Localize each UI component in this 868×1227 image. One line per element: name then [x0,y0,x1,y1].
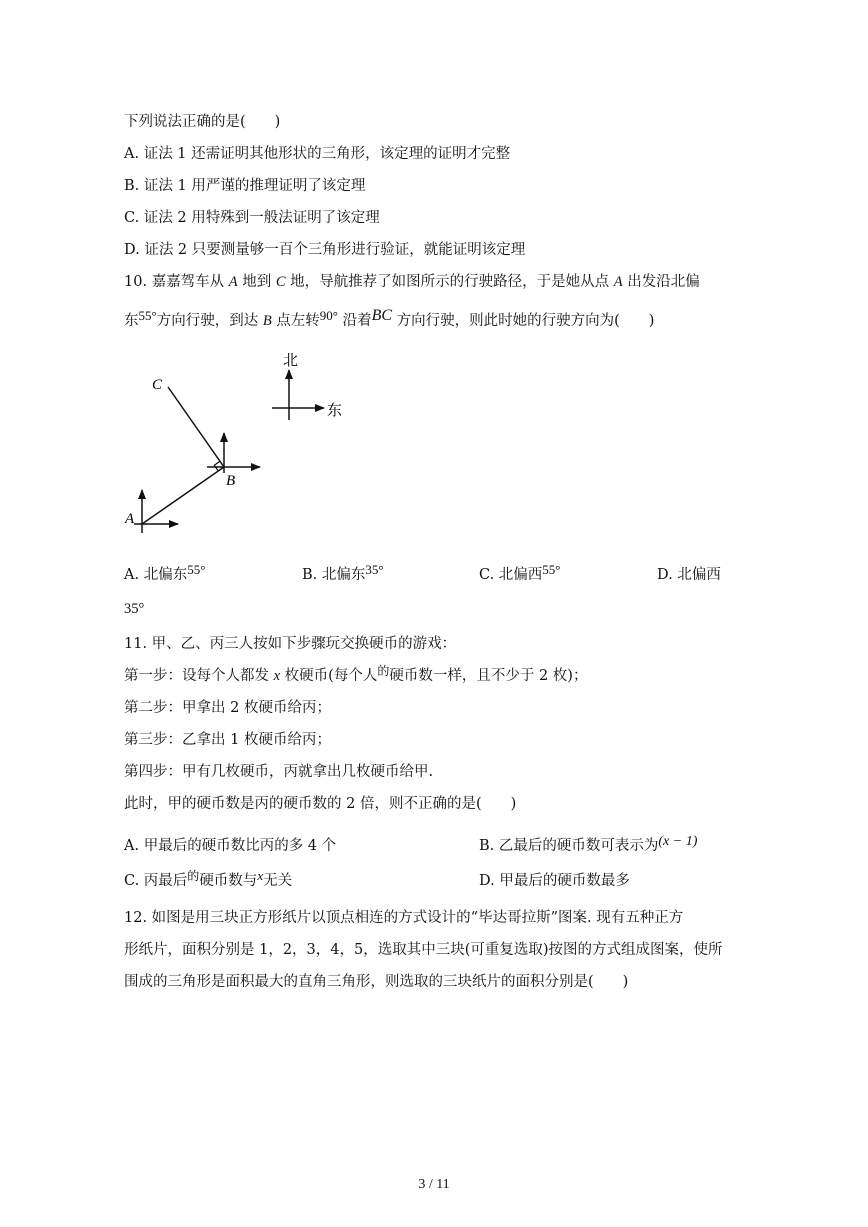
q11-question: 此时，甲的硬币数是丙的硬币数的 2 倍，则不正确的是( ) [124,796,517,812]
q10-option-c-angle: 55° [542,562,561,577]
q11-option-a: A. 甲最后的硬币数比丙的多 4 个 [124,838,337,854]
q10-text: 10. 嘉嘉驾车从 [124,274,225,290]
q11-step4: 第四步：甲有几枚硬币，丙就拿出几枚硬币给甲. [124,764,434,780]
q10-angle-55: 55° [138,308,157,323]
q11-step2: 第二步：甲拿出 2 枚硬币给丙； [124,700,331,716]
q10-option-c-text: C. 北偏西 [479,567,543,583]
q10-option-d-text: D. 北偏西 [657,567,721,583]
q9-option-b: B. 证法 1 用严谨的推理证明了该定理 [124,178,366,194]
page-number: 3 / 11 [418,1177,450,1192]
q11-step1 [124,666,587,686]
q10-option-d-angle: 35° [124,601,145,617]
q10-segment-bc: BC [371,307,393,324]
q11-var-x: x [273,668,281,684]
q10-point-b: B [262,313,272,329]
q10-option-a-angle: 55° [187,562,206,577]
q10-text: 点左转 [276,313,320,329]
q12-stem-line3: 围成的三角形是面积最大的直角三角形，则选取的三块纸片的面积分别是( ) [124,974,629,990]
q11-option-c-text: C. 丙最后 [124,873,188,889]
q9-option-c: C. 证法 2 用特殊到一般法证明了该定理 [124,210,380,226]
q10-text: 方向行驶，到达 [156,313,259,329]
q10-text: 地，导航推荐了如图所示的行驶路径，于是她从点 [290,274,610,290]
q10-text: 东 [124,313,139,329]
q11-option-b-text: B. 乙最后的硬币数可表示为 [479,838,659,854]
q11-text: 枚硬币(每个人 [284,668,378,684]
q10-stem-line2 [124,307,655,331]
q10-text: 出发沿北偏 [627,274,700,290]
label-c: C [152,377,163,393]
q10-route-figure [112,345,372,545]
compass-north-label: 北 [283,351,299,369]
q11-option-b-expr: (x − 1) [658,834,698,849]
q10-option-b-text: B. 北偏东 [302,567,366,583]
q10-option-b-angle: 35° [365,562,384,577]
q10-text: 沿着 [342,313,372,329]
q11-option-b [479,836,697,857]
q9-option-d: D. 证法 2 只要测量够一百个三角形进行验证，就能证明该定理 [124,242,526,258]
q10-option-a [124,562,206,585]
q11-option-c-text: 无关 [263,873,293,889]
q11-text: 硬币数一样，且不少于 2 枚)； [389,668,588,684]
q10-stem-line1 [124,272,700,292]
q11-var-x: x [257,868,264,883]
q11-option-c [124,868,293,891]
q10-point-a: A [613,274,623,290]
q10-text: 地到 [242,274,272,290]
q11-stem: 11. 甲、乙、丙三人按如下步骤玩交换硬币的游戏： [124,636,457,652]
label-b: B [226,473,236,489]
q11-step3: 第三步：乙拿出 1 枚硬币给丙； [124,732,331,748]
q12-stem-line1: 12. 如图是用三块正方形纸片以顶点相连的方式设计的“毕达哥拉斯”图案. 现有五种正方 [124,910,684,926]
q11-option-c-text: 硬币数与 [199,873,258,889]
q9-stem: 下列说法正确的是( ) [124,114,281,130]
q10-option-c [479,562,561,585]
segment-bc [168,387,224,467]
q11-option-d: D. 甲最后的硬币数最多 [479,873,630,889]
q11-text: 第一步：设每个人都发 [124,668,269,684]
q10-angle-90: 90° [319,308,338,323]
q10-option-b [302,562,384,585]
q11-text: 的 [377,664,390,678]
q10-text: 方向行驶，则此时她的行驶方向为( ) [396,313,655,329]
segment-ab [142,467,224,524]
label-a: A [125,511,135,527]
compass-east-label: 东 [327,401,343,419]
q10-point-a: A [228,274,238,290]
q12-stem-line2: 形纸片，面积分别是 1，2，3，4，5，选取其中三块(可重复选取)按图的方式组成图案，使所 [124,942,723,958]
q9-option-a: A. 证法 1 还需证明其他形状的三角形，该定理的证明才完整 [124,146,511,162]
q11-option-c-text: 的 [187,869,200,883]
q10-point-c: C [275,274,286,290]
q10-option-a-text: A. 北偏东 [124,567,188,583]
